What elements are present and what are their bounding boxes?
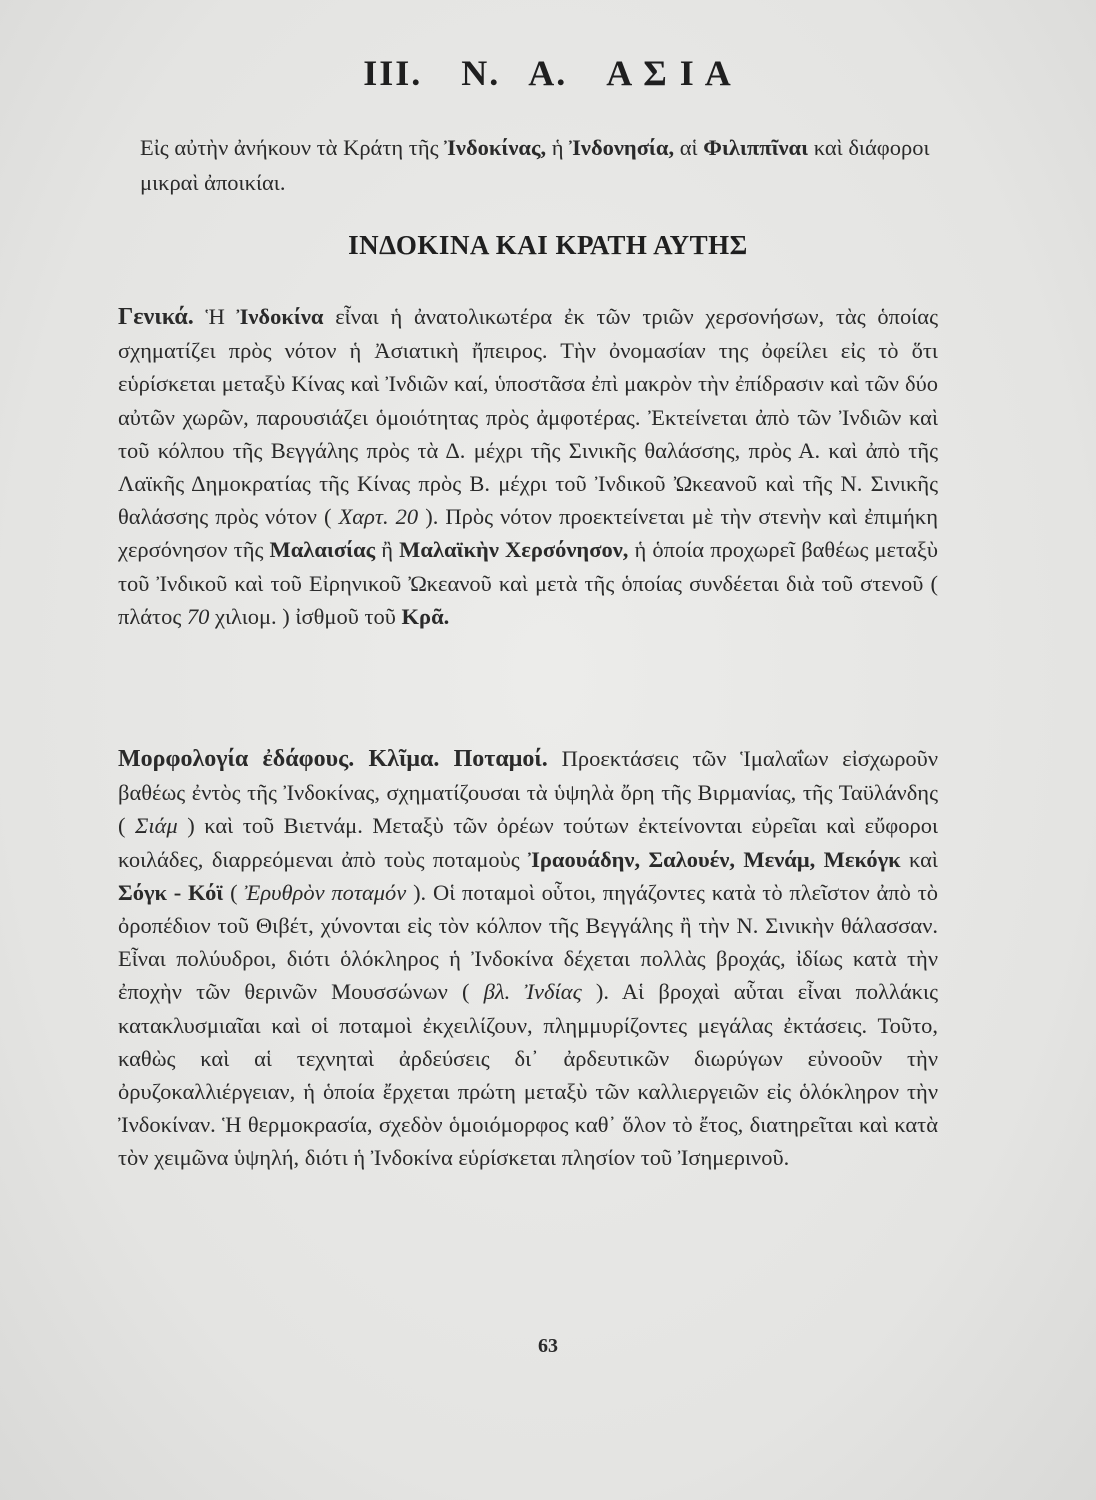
page-number: 63 — [538, 1335, 558, 1357]
intro-text-3: αἱ — [674, 135, 704, 160]
intro-bold-indochina: Ἰνδοκίνας, — [444, 135, 547, 160]
intro-paragraph — [140, 130, 940, 200]
paragraph-morphology-lead: Μορφολογία ἐδάφους. Κλῖμα. Ποταμοί. — [118, 746, 548, 772]
p1-width-value: 70 — [186, 603, 210, 629]
chapter-header — [0, 52, 1096, 94]
p2-bold-song-koi: Σόγκ - Κόϊ — [118, 879, 224, 905]
p1-text-6: χιλιομ. ) ἰσθμοῦ τοῦ — [209, 603, 402, 629]
chapter-part-number: III. — [363, 53, 423, 93]
section-title: ΙΝΔΟΚΙΝΑ ΚΑΙ ΚΡΑΤΗ ΑΥΤΗΣ — [348, 230, 748, 260]
p1-text-4: ἢ — [375, 537, 400, 563]
p1-bold-4: Κρᾶ. — [401, 603, 450, 629]
p2-text-1: Προεκτάσεις τῶν Ἱμαλαΐων εἰσχωροῦν βαθέως ἐντὸς τῆς Ἰνδοκίνας, σχηματίζουσαι τὰ ὑψηλὰ ὄρη τῆς Βιρμανίας, τῆς Ταϋλάνδης ( — [118, 746, 938, 839]
chapter-abbr-n: Ν. — [461, 53, 501, 93]
chapter-title: Α Σ Ι Α — [606, 53, 733, 93]
p1-bold-3: Μαλαϊκὴν Χερσόνησον, — [399, 537, 629, 563]
paragraph-general — [118, 300, 938, 633]
p1-map-reference: Χαρτ. 20 — [338, 504, 419, 530]
p2-italic-2: Ἐρυθρὸν ποταμόν — [244, 879, 407, 905]
p1-text-5: ἡ ὁποία προχωρεῖ βαθέως μεταξὺ τοῦ Ἰνδικοῦ καὶ τοῦ Εἰρηνικοῦ Ὠκεανοῦ καὶ μετὰ τῆς ὁποίας συνδέεται διὰ τοῦ στενοῦ ( πλάτος — [118, 537, 939, 629]
p2-text-3: καὶ — [900, 846, 938, 872]
intro-text-1: Εἰς αὐτὴν ἀνήκουν τὰ Κράτη τῆς — [140, 135, 445, 160]
paragraph-general-lead: Γενικά. — [118, 304, 194, 330]
p1-text-3: ). Πρὸς νότον προεκτείνεται μὲ τὴν στενὴν καὶ ἐπιμήκη χερσόνησον τῆς — [118, 504, 938, 563]
p1-bold-1: Ἰνδοκίνα — [236, 304, 324, 329]
intro-bold-philippines: Φιλιππῖναι — [703, 135, 809, 160]
p2-italic-3: βλ. Ἰνδίας — [483, 979, 582, 1005]
p2-text-2: ) καὶ τοῦ Βιετνάμ. Μεταξὺ τῶν ὀρέων τούτων ἐκτείνονται εὐρεῖαι καὶ εὔφοροι κοιλάδες, διαρρεόμεναι ἀπὸ τοὺς ποταμοὺς — [118, 813, 938, 872]
p1-bold-2: Μαλαισίας — [269, 537, 376, 563]
chapter-abbr-a: Α. — [528, 53, 568, 93]
p2-text-6: ). Αἱ βροχαὶ αὗται εἶναι πολλάκις κατακλυσμιαῖαι καὶ οἱ ποταμοὶ ἐκχειλίζουν, πλημμυρίζοντες μεγάλας ἐκτάσεις. Τοῦτο, καθὼς καὶ αἱ τεχνηταὶ ἀρδεύσεις δι᾽ ἀρδευτικῶν διωρύγων εὐνοοῦν τὴν ὀρυζοκαλλιέργειαν, ἡ ὁποία ἔρχεται πρώτη μεταξὺ τῶν καλλιεργειῶν εἰς ὁλόκληρον τὴν Ἰνδοκίναν. Ἡ θερμοκρασία, σχεδὸν ὁμοιόμορφος καθ᾽ ὅλον τὸ ἔτος, διατηρεῖται καὶ κατὰ τὸν χειμῶνα ὑψηλή, διότι ἡ Ἰνδοκίνα εὑρίσκεται πλησίον τοῦ Ἰσημερινοῦ. — [118, 979, 938, 1171]
p1-text-1: Ἡ — [193, 304, 237, 329]
paragraph-morphology — [118, 742, 938, 1175]
p2-text-4: ( — [223, 879, 245, 905]
intro-bold-indonesia: Ἰνδονησία, — [569, 135, 675, 160]
p1-text-2: εἶναι ἡ ἀνατολικωτέρα ἐκ τῶν τριῶν χερσονήσων, τὰς ὁποίας σχηματίζει πρὸς νότον ἡ Ἀσιατικὴ ἤπειρος. Τὴν ὀνομασίαν της ὀφείλει εἰς τὸ ὅτι εὑρίσκεται μεταξὺ Κίνας καὶ Ἰνδιῶν καί, ὑποστᾶσα ἐπὶ μακρὸν τὴν ἐπίδρασιν καὶ τῶν δύο αὐτῶν χωρῶν, παρουσιάζει ὁμοιότητας πρὸς ἀμφοτέρας. Ἐκτείνεται ἀπὸ τῶν Ἰνδιῶν καὶ τοῦ κόλπου τῆς Βεγγάλης πρὸς τὰ Δ. μέχρι τῆς Σινικῆς θαλάσσης, πρὸς Α. καὶ ἀπὸ τῆς Λαϊκῆς Δημοκρατίας τῆς Κίνας πρὸς Β. μέχρι τοῦ Ἰνδικοῦ Ὠκεανοῦ καὶ τῆς Ν. Σινικῆς θαλάσσης πρὸς νότον ( — [118, 304, 938, 530]
p2-bold-rivers: Ἰραουάδην, Σαλουέν, Μενάμ, Μεκόγκ — [528, 846, 901, 872]
p2-italic-1: Σιάμ — [135, 813, 178, 839]
intro-text-2: ἡ — [546, 135, 570, 160]
p2-text-5: ). Οἱ ποταμοὶ οὗτοι, πηγάζοντες κατὰ τὸ πλεῖστον ἀπὸ τὸ ὀροπέδιον τοῦ Θιβέτ, χύνονται εἰς τὸν κόλπον τῆς Βεγγάλης ἢ τὴν Ν. Σινικὴν θάλασσαν. Εἶναι πολύυδροι, διότι ὁλόκληρος ἡ Ἰνδοκίνα δέχεται πολλὰς βροχάς, ἰδίως κατὰ τὴν ἐποχὴν τῶν θερινῶν Μουσσώνων ( — [118, 879, 938, 1005]
intro-text-4: καὶ διάφοροι μικραὶ ἀποικίαι. — [140, 135, 930, 195]
